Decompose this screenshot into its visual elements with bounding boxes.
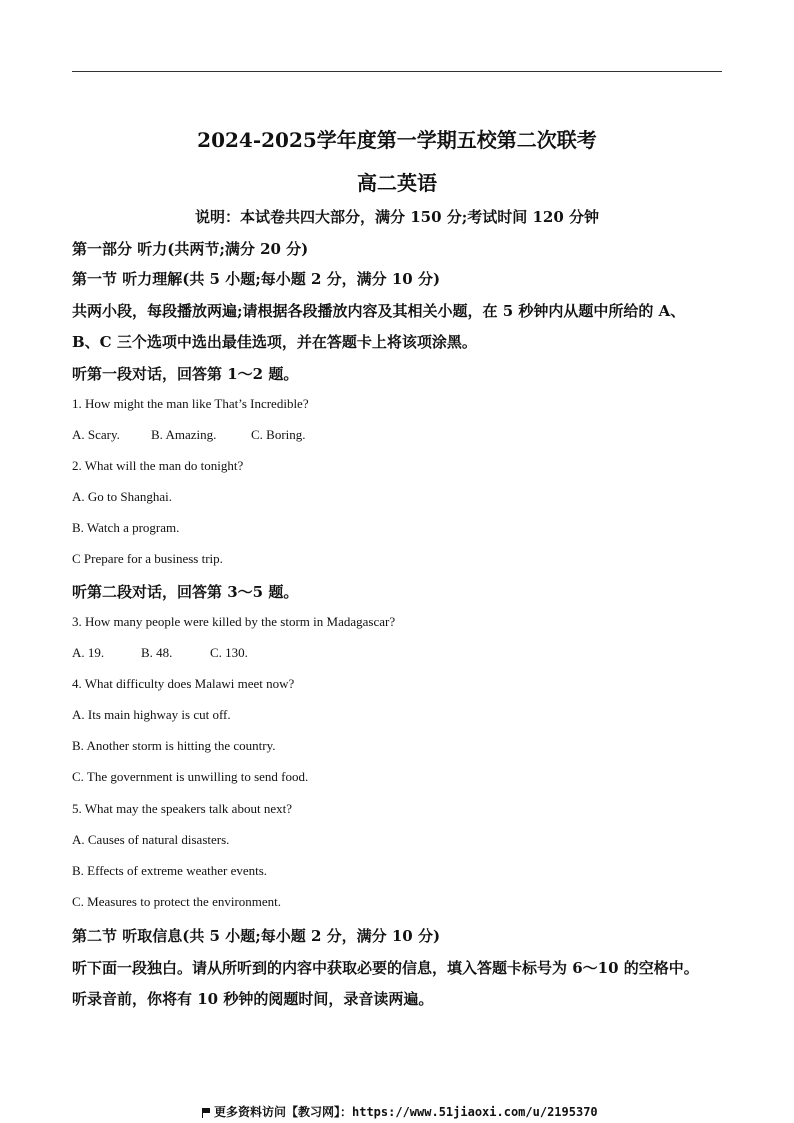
question-4-option-b: B. Another storm is hitting the country.: [72, 738, 276, 753]
section1-instructions-line2: B、C 三个选项中选出最佳选项，并在答题卡上将该项涂黑。: [72, 333, 477, 351]
question-2-option-b: B. Watch a program.: [72, 520, 180, 535]
question-5: 5. What may the speakers talk about next?: [72, 801, 292, 816]
question-1-options: [72, 427, 306, 443]
option-a: A. Scary.: [72, 427, 120, 442]
question-1: 1. How might the man like That’s Incredible?: [72, 396, 309, 411]
question-2-option-c: C Prepare for a business trip.: [72, 551, 223, 566]
dialog2-heading: 听第二段对话，回答第 3～5 题。: [72, 583, 299, 601]
question-2-option-a: A. Go to Shanghai.: [72, 489, 173, 504]
exam-note: 说明：本试卷共四大部分，满分 150 分;考试时间 120 分钟: [194, 208, 600, 226]
exam-subject: 高二英语: [357, 171, 437, 195]
top-rule: [72, 71, 722, 72]
question-4: 4. What difficulty does Malawi meet now?: [72, 676, 295, 691]
section2-instructions-line2: 听录音前，你将有 10 秒钟的阅题时间，录音读两遍。: [72, 990, 434, 1008]
question-3: 3. How many people were killed by the storm in Madagascar?: [72, 614, 396, 629]
question-4-option-c: C. The government is unwilling to send food.: [72, 769, 309, 784]
option-c: C. 130.: [210, 645, 248, 660]
section2-heading: 第二节 听取信息(共 5 小题;每小题 2 分，满分 10 分): [72, 927, 441, 945]
section1-instructions-line1: 共两小段，每段播放两遍;请根据各段播放内容及其相关小题，在 5 秒钟内从题中所给的 A、: [72, 302, 686, 320]
dialog1-heading: 听第一段对话，回答第 1～2 题。: [72, 365, 299, 383]
footer: [202, 1103, 598, 1120]
flag-icon: [202, 1109, 210, 1117]
question-5-option-b: B. Effects of extreme weather events.: [72, 863, 268, 878]
section2-instructions-line1: 听下面一段独白。请从所听到的内容中获取必要的信息，填入答题卡标号为 6～10 的空格中。: [72, 959, 699, 977]
question-3-options: [72, 645, 248, 661]
exam-title: 2024-2025学年度第一学期五校第二次联考: [197, 128, 597, 152]
section1-heading: 第一节 听力理解(共 5 小题;每小题 2 分，满分 10 分): [72, 270, 441, 288]
option-b: B. Amazing.: [151, 427, 217, 442]
option-a: A. 19.: [72, 645, 105, 660]
question-4-option-a: A. Its main highway is cut off.: [72, 707, 231, 722]
part1-heading: 第一部分 听力(共两节;满分 20 分): [72, 240, 309, 258]
option-b: B. 48.: [141, 645, 173, 660]
footer-link[interactable]: 更多资料访问【教习网】：https://www.51jiaoxi.com/u/2195370: [214, 1105, 598, 1119]
question-2: 2. What will the man do tonight?: [72, 458, 244, 473]
question-5-option-c: C. Measures to protect the environment.: [72, 894, 282, 909]
question-5-option-a: A. Causes of natural disasters.: [72, 832, 230, 847]
option-c: C. Boring.: [251, 427, 306, 442]
